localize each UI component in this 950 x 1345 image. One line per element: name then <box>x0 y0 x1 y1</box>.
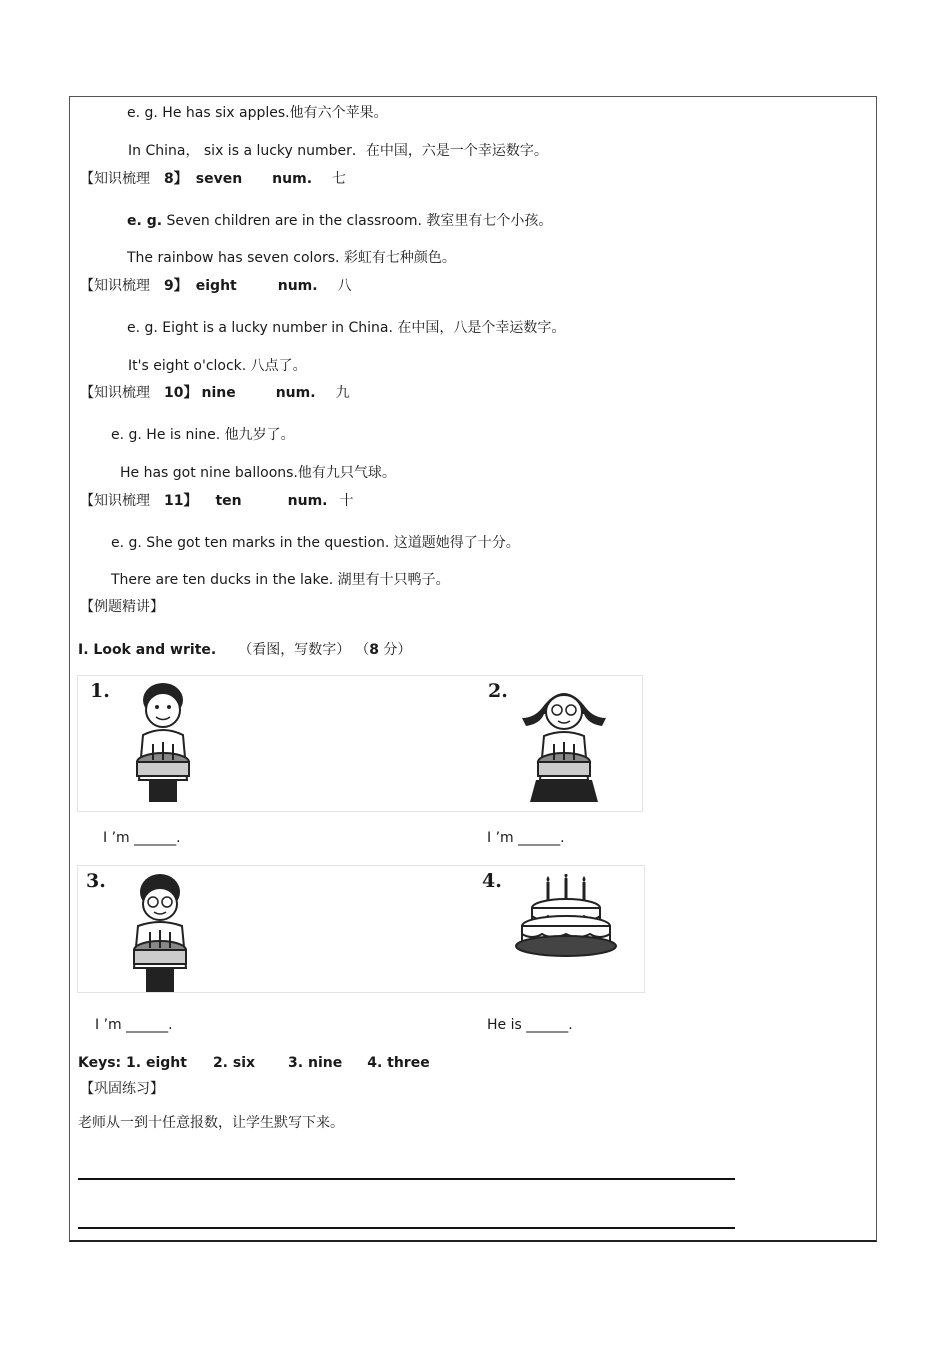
example-line: e. g. He has six apples.他有六个苹果。 <box>127 105 388 121</box>
girl-with-cake-illustration <box>514 678 614 808</box>
example-line: It's eight o'clock. 八点了。 <box>128 358 307 374</box>
exercise-instruction: （看图，写数字） <box>238 642 351 658</box>
answer-keys <box>78 1054 430 1072</box>
example-text: Seven children are in the classroom. 教室里有七个小孩。 <box>162 213 553 229</box>
example-line: He has got nine balloons.他有九只气球。 <box>120 465 396 481</box>
heading-cn: 七 <box>332 171 347 187</box>
question-number: 2. <box>488 680 508 702</box>
answer-blank-2: I ’m ______. <box>487 830 565 846</box>
birthday-cake-illustration <box>510 874 620 960</box>
key-2: 2. six <box>212 1055 256 1071</box>
example-line: e. g. Eight is a lucky number in China. 在中国，八是个幸运数字。 <box>127 320 566 336</box>
example-line: The rainbow has seven colors. 彩虹有七种颜色。 <box>127 250 456 266</box>
example-line: In China， six is a lucky number．在中国，六是一个幸运数字。 <box>128 143 548 159</box>
answer-line <box>78 1178 735 1180</box>
question-number: 3. <box>86 870 106 892</box>
example-line <box>127 212 552 230</box>
illustration-panel-bottom <box>77 865 645 993</box>
heading-cn: 八 <box>337 278 352 294</box>
answer-blank-1: I ’m ______. <box>103 830 181 846</box>
example-line: There are ten ducks in the lake. 湖里有十只鸭子。 <box>111 572 450 588</box>
answer-line <box>78 1227 735 1229</box>
heading-bracket: 【知识梳理 <box>80 385 150 401</box>
heading-cn: 十 <box>339 493 354 509</box>
practice-instruction: 老师从一到十任意报数，让学生默写下来。 <box>78 1115 344 1131</box>
question-number: 4. <box>482 870 502 892</box>
example-line: e. g. He is nine. 他九岁了。 <box>111 427 295 443</box>
example-line: e. g. She got ten marks in the question. 这道题她得了十分。 <box>111 535 520 551</box>
illustration-panel-top <box>77 675 643 812</box>
eg-label: e. g. <box>127 213 163 229</box>
heading-bracket: 【知识梳理 <box>80 171 150 187</box>
boy-with-cake-illustration <box>123 680 203 808</box>
score-open: （ <box>362 642 370 658</box>
key-1: Keys: 1. eight <box>78 1055 187 1071</box>
key-4: 4. three <box>367 1055 430 1071</box>
practice-section-header: 【巩固练习】 <box>80 1081 164 1097</box>
heading-word: ten <box>215 493 242 509</box>
heading-cn: 九 <box>335 385 350 401</box>
score-unit: 分） <box>378 642 412 658</box>
heading-word: eight <box>195 278 237 294</box>
heading-pos: num. <box>287 493 328 509</box>
knowledge-heading-10 <box>80 384 350 402</box>
knowledge-heading-11 <box>80 492 353 510</box>
heading-word: nine <box>201 385 236 401</box>
boy-with-glasses-cake-illustration <box>120 870 200 994</box>
exercise-title-line <box>78 641 411 659</box>
knowledge-heading-9 <box>80 277 352 295</box>
answer-blank-3: I ’m ______. <box>95 1017 173 1033</box>
heading-number: 9】 <box>164 278 188 294</box>
score-number: 8 <box>369 642 379 658</box>
question-number: 1. <box>90 680 110 702</box>
answer-blank-4: He is ______. <box>487 1017 573 1033</box>
key-3: 3. nine <box>288 1055 343 1071</box>
heading-bracket: 【知识梳理 <box>80 278 150 294</box>
heading-number: 10】 <box>164 385 198 401</box>
heading-pos: num. <box>277 278 318 294</box>
heading-pos: num. <box>272 171 313 187</box>
heading-number: 8】 <box>164 171 188 187</box>
exercise-title: I. Look and write. <box>78 642 217 658</box>
example-section-header: 【例题精讲】 <box>80 599 164 615</box>
heading-pos: num. <box>275 385 316 401</box>
knowledge-heading-8 <box>80 170 346 188</box>
heading-word: seven <box>195 171 243 187</box>
heading-number: 11】 <box>164 493 198 509</box>
heading-bracket: 【知识梳理 <box>80 493 150 509</box>
